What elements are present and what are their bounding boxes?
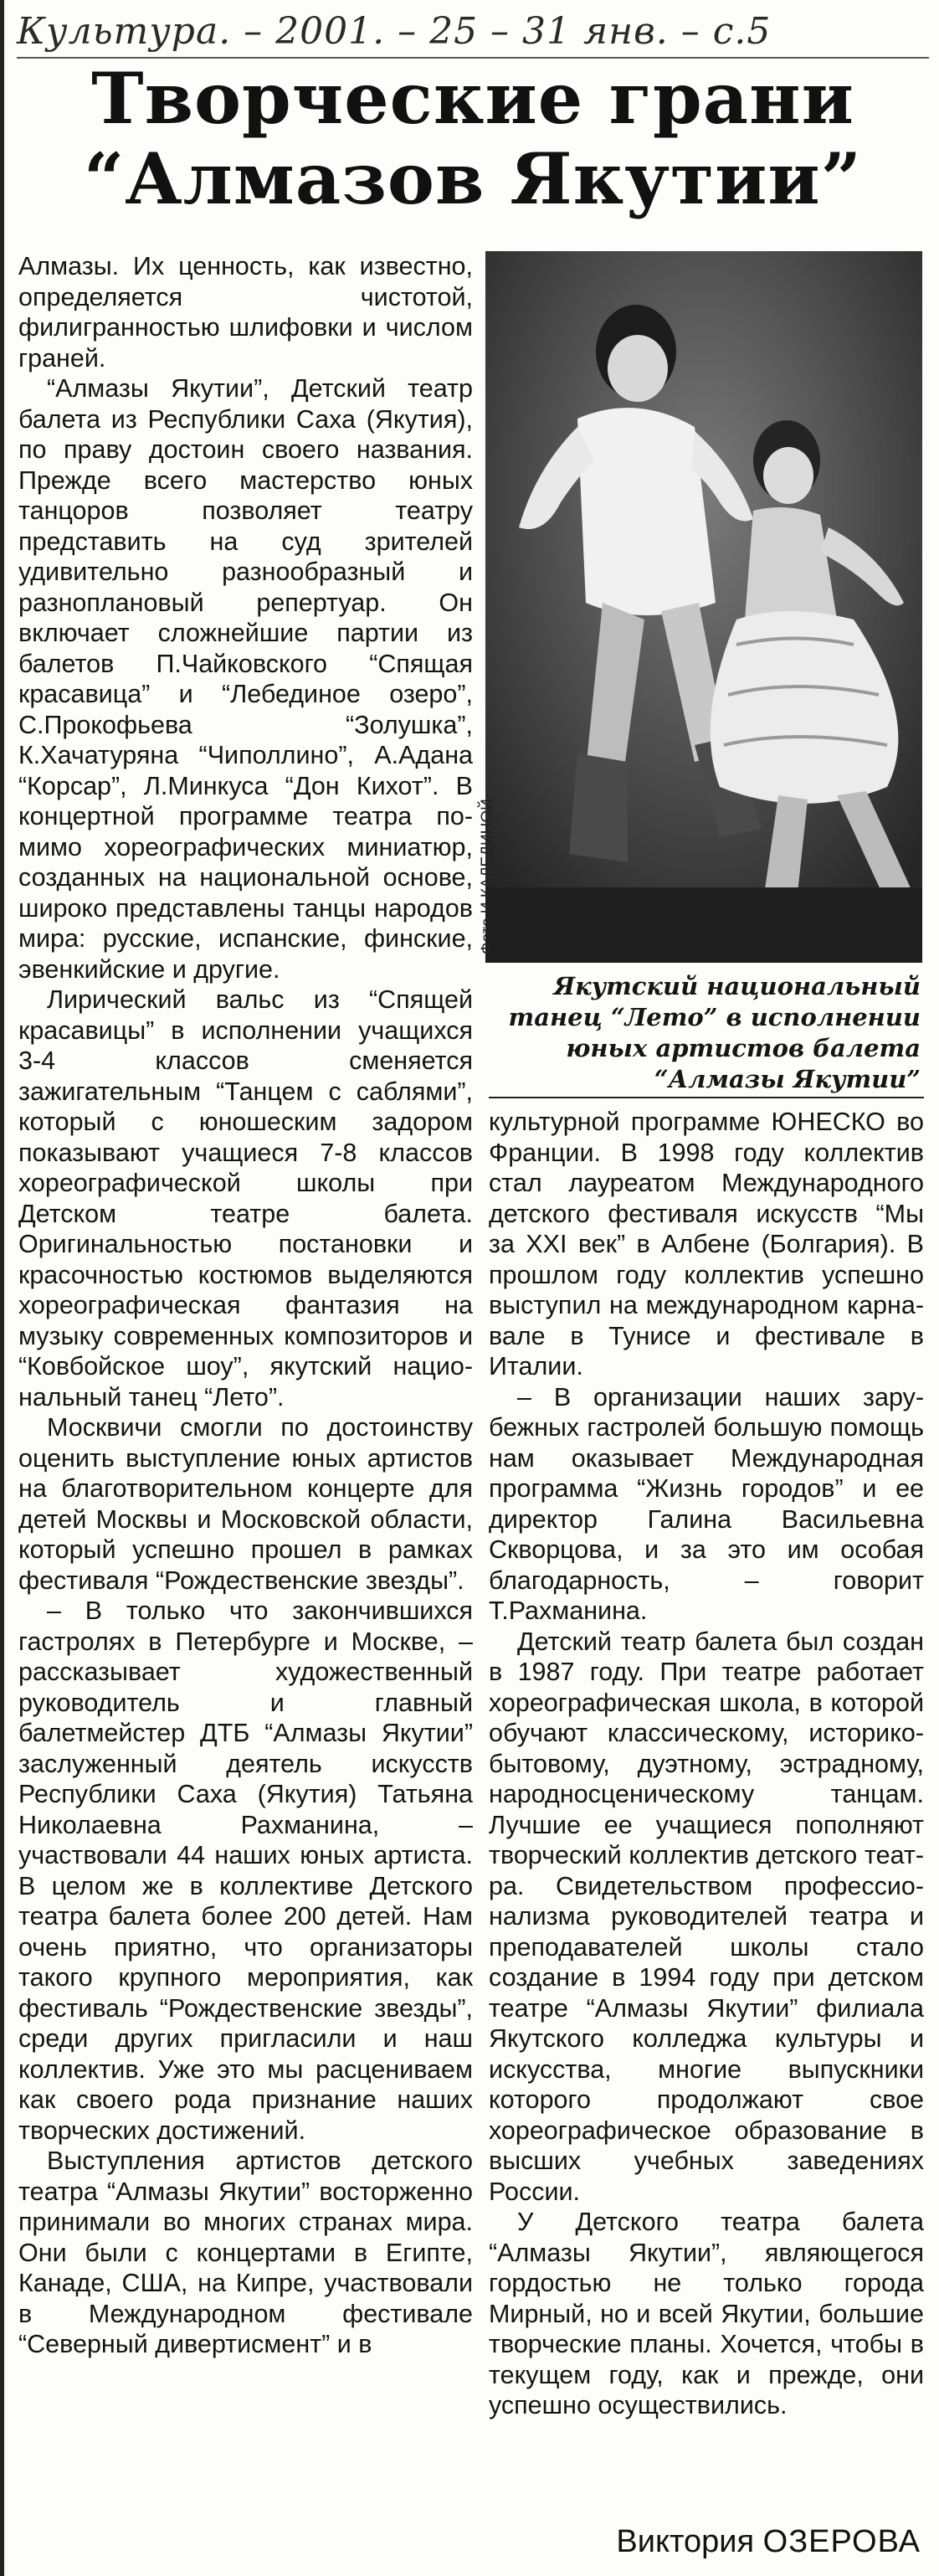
handwritten-source-note: Культура. – 2001. – 25 – 31 янв. – с.5: [17, 7, 929, 59]
photo-credit-text: Фото И.КАЛЕДИНОЙ: [479, 799, 496, 954]
dance-photo-image: [485, 251, 922, 963]
paragraph: – В организации наших зарубежных гастролей большую помощь нам оказывает Международная программа “Жизнь городов” и ее директор Галина Васильевна Скворцова, и за это им особая благодарность, – говорит Т.Рахманина.: [489, 1382, 924, 1625]
paragraph: – В только что закончившихся гастролях в Петербурге и Москве, – рассказывает художественный руководитель и главный балетмейстер ДТБ “Алмазы Якутии” заслуженный деятель искусств Республики Саха (Якутия) Татьяна Николаевна Рахманина, – участвовали 44 наших юных артиста. В целом же в коллективе Детского театра балета более 200 детей. Нам очень приятно, что организаторы такого крупного мероприятия, как фестиваль “Рождественские звезды”, среди других пригласили и наш коллектив. Уже это мы расцениваем как своего рода признание наших творческих достижений.: [18, 1597, 473, 2145]
paragraph: Выступления артистов детского театра “Алмазы Якутии” восторженно принимали во многих странах мира. Они были с концертами в Египте, Канаде, США, на Кипре, участвовали в Международном фестивале “Северный дивертисмент” и в: [18, 2147, 473, 2358]
paragraph: Детский театр балета был создан в 1987 году. При театре работает хореографическая школа, в которой обучают классическому, историко-бытовому, дуэтному, эстрадному, народносценическому танцам. Лучшие ее учащиеся пополняют творческий коллектив детского театра. Свидетельством профессионализма руководителей театра и преподавателей школы стало создание в 1994 году при детском театре “Алмазы Якутии” филиала Якутского колледжа культуры и искусства, многие выпускники которого продолжают свое хореографическое образование в высших учебных заведениях России.: [489, 1627, 924, 2206]
photo-caption: Якутский национальный танец “Лето” в исполнении юных артистов балета “Алмазы Якутии”: [508, 972, 921, 1093]
paragraph: Алмазы. Их ценность, как известно, определяется чистотой, филигранностью шлифовки и числом граней.: [18, 252, 473, 373]
paragraph: У Детского театра балета “Алмазы Якутии”, являющегося гордостью не только города Мирный, но и всей Якутии, большие творческие планы. Хочется, чтобы в текущем году, как и прежде, они успешно осуществились.: [489, 2208, 924, 2419]
paragraph: “Алмазы Якутии”, Детский театр балета из Республики Саха (Якутия), по праву достоин своего названия. Прежде всего мастерство юных танцоров позволяет театру представить на суд зрителей удивительно разнообразный и разноплановый репертуар. Он включает сложнейшие партии из балетов П.Чайковского “Спящая красавица” и “Лебединое озеро”, С.Прокофьева “Золушка”, К.Хачатуряна “Чиполлино”, А.Адана “Корсар”, Л.Минкуса “Дон Кихот”. В концертной программе театра помимо хореографических миниатюр, созданных на национальной основе, широко представлены танцы народов мира: русские, испанские, финские, эвенкийские и другие.: [18, 374, 473, 984]
article-column-right: [489, 1107, 924, 2421]
scan-edge: [0, 0, 4, 2576]
author-byline: [536, 2524, 921, 2560]
article-headline: [33, 59, 912, 219]
photo-credit: [459, 703, 496, 963]
paragraph: Москвичи смогли по достоинству оценить выступление юных артистов на благотворительном концерте для детей Москвы и Московской области, который успешно прошел в рамках фестиваля “Рождественские звезды”.: [18, 1413, 473, 1595]
paragraph: Лирический вальс из “Спящей красавицы” в исполнении учащихся 3-4 классов сменяется зажигательным “Танцем с саблями”, который с юношеским задором показывают учащиеся 7-8 классов хореографической школы при Детском театре балета. Оригинальностью постановки и красочностью костюмов выделяются хореографическая фантазия на музыку современных композиторов и “Ковбойское шоу”, якутский национальный танец “Лето”.: [18, 985, 473, 1411]
article-column-left: [18, 251, 473, 2360]
caption-divider: [489, 1097, 924, 1098]
paragraph: культурной программе ЮНЕСКО во Франции. В 1998 году коллектив стал лауреатом Международного детского фестиваля искусств “Мы за XXI век” в Албене (Болгария). В прошлом году коллектив успешно выступил на международном карнавале в Тунисе и фестивале в Италии.: [489, 1108, 924, 1381]
author-first-name: Виктория: [616, 2524, 755, 2559]
headline-line-2: “Алмазов Якутии”: [83, 137, 863, 220]
dance-photo: [485, 251, 922, 963]
headline-line-1: Творческие грани: [91, 57, 854, 140]
author-surname: ОЗЕРОВА: [762, 2524, 921, 2559]
